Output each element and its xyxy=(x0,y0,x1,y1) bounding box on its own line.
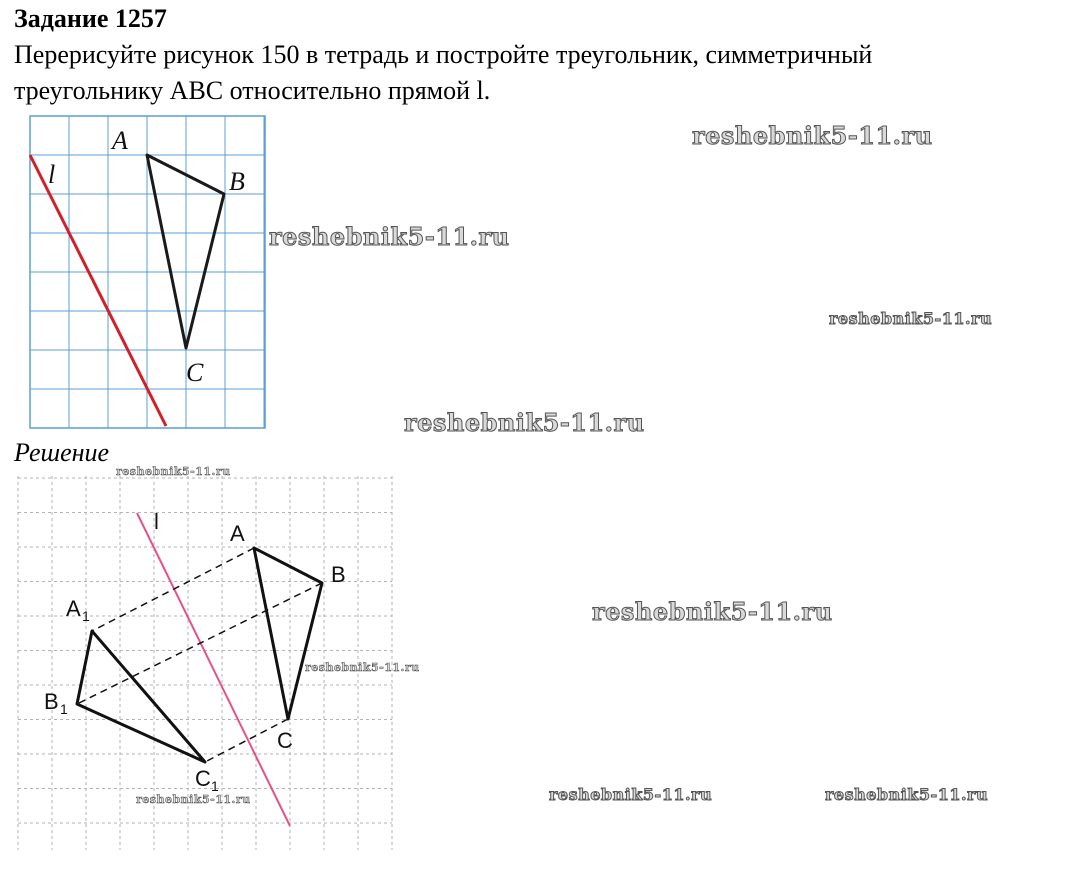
watermark: reshebnik5-11.ru xyxy=(549,785,713,804)
segment-a-a1 xyxy=(92,548,254,631)
watermark: reshebnik5-11.ru xyxy=(829,309,993,328)
watermark: reshebnik5-11.ru xyxy=(136,793,251,806)
figure2-label-b1-sub: 1 xyxy=(60,701,68,717)
watermark: reshebnik5-11.ru xyxy=(116,465,231,478)
task-text-line-1: Перерисуйте рисунок 150 в тетрадь и постройте треугольник, симметричный xyxy=(14,40,873,69)
figure2-label-c: C xyxy=(277,728,293,753)
triangle-abc xyxy=(254,548,322,719)
figure2-label-a: A xyxy=(230,521,245,546)
figure1-label-b: B xyxy=(229,167,245,196)
task-text-line-2: треугольнику ABC относительно прямой l. xyxy=(14,76,491,105)
figure1-label-c: C xyxy=(186,358,204,387)
segment-b-b1 xyxy=(77,583,322,704)
watermark: reshebnik5-11.ru xyxy=(825,785,989,804)
segment-c-c1 xyxy=(205,719,288,762)
watermark: reshebnik5-11.ru xyxy=(305,661,420,674)
figure2-label-c1: C xyxy=(195,766,211,791)
watermark: reshebnik5-11.ru xyxy=(592,597,833,626)
figure2-label-b1: B xyxy=(44,689,59,714)
task-title: Задание 1257 xyxy=(14,4,167,33)
figure2-label-b: B xyxy=(331,562,346,587)
figure2-label-a1-sub: 1 xyxy=(82,608,90,624)
figure2-label-a1: A xyxy=(66,596,81,621)
watermark: reshebnik5-11.ru xyxy=(692,121,933,150)
watermark: reshebnik5-11.ru xyxy=(404,408,645,437)
figure2-label-l: l xyxy=(154,509,159,534)
figure1-label-a: A xyxy=(112,126,128,155)
solution-heading: Решение xyxy=(14,438,110,467)
figure1-label-l: l xyxy=(48,160,56,189)
figure2-label-c1-sub: 1 xyxy=(211,778,219,794)
watermark: reshebnik5-11.ru xyxy=(269,222,510,251)
